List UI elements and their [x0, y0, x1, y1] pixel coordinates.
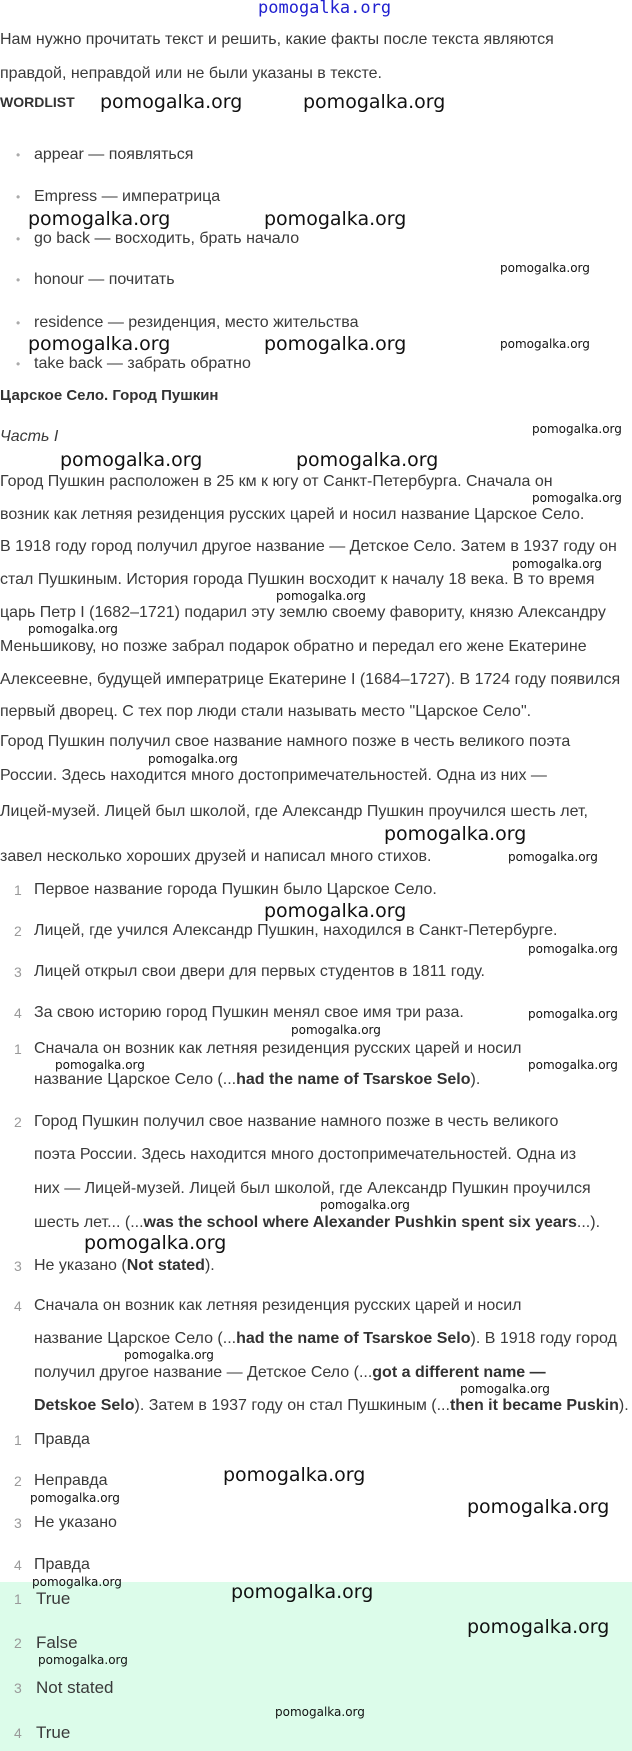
text-line: Город Пушкин расположен в 25 км к югу от Санкт-Петербурга. Сначала он — [0, 473, 553, 490]
text-segment: поэта России. Здесь находится много достопримечательностей. Одна из — [34, 1146, 577, 1163]
watermark: pomogalka.org — [528, 1058, 618, 1072]
text-segment: ). — [618, 1397, 629, 1414]
item-number: 4 — [14, 1005, 22, 1021]
item-number: 1 — [14, 1432, 22, 1448]
text-line: Алексеевне, будущей императрице Екатерине I (1684–1727). В 1724 году появился — [0, 671, 621, 688]
text-line: России. Здесь находится много достопримечательностей. Одна из них — — [0, 767, 547, 784]
text-segment: Город Пушкин получил свое название намного позже в честь великого — [34, 1113, 559, 1130]
text-segment: Не указано ( — [34, 1257, 127, 1274]
watermark: pomogalka.org — [467, 1496, 610, 1518]
bullet-icon: • — [16, 190, 21, 204]
text-line: Лицей-музей. Лицей был школой, где Александр Пушкин проучился шесть лет, — [0, 803, 588, 820]
watermark: pomogalka.org — [508, 850, 598, 864]
english-quote: had the name of Tsarskoe Selo — [236, 1330, 471, 1347]
watermark: pomogalka.org — [467, 1616, 610, 1638]
section-title: Царское Село. Город Пушкин — [0, 387, 219, 404]
statement: Лицей, где учился Александр Пушкин, находился в Санкт-Петербурге. — [34, 922, 558, 939]
explanation-line — [34, 1297, 522, 1315]
watermark: pomogalka.org — [32, 1575, 122, 1589]
bullet-icon: • — [16, 357, 21, 371]
answer-en: True — [36, 1589, 71, 1608]
watermark: pomogalka.org — [28, 622, 118, 636]
watermark: pomogalka.org — [384, 823, 527, 845]
item-number: 3 — [14, 1258, 22, 1274]
answer-en: Not stated — [36, 1678, 114, 1697]
watermark: pomogalka.org — [84, 1232, 227, 1254]
answer-en: False — [36, 1633, 78, 1652]
item-number: 3 — [14, 1515, 22, 1531]
watermark: pomogalka.org — [30, 1491, 120, 1505]
intro-line: правдой, неправдой или не были указаны в тексте. — [0, 65, 382, 82]
statement: Лицей открыл свои двери для первых студентов в 1811 году. — [34, 963, 485, 980]
watermark: pomogalka.org — [258, 0, 392, 18]
english-quote: then it became Puskin — [449, 1397, 619, 1414]
text-segment: название Царское Село (... — [34, 1071, 237, 1088]
english-quote: got a different name — — [372, 1364, 546, 1381]
english-quote: was the school where Alexander Pushkin spent six years — [143, 1214, 577, 1231]
text-segment: ). Затем в 1937 году он стал Пушкиным (... — [134, 1397, 450, 1414]
item-number: 3 — [14, 964, 22, 980]
explanation-line — [34, 1397, 629, 1415]
text-segment: Сначала он возник как летняя резиденция русских царей и носил — [34, 1297, 522, 1314]
explanation-line — [34, 1180, 591, 1198]
watermark: pomogalka.org — [528, 1007, 618, 1021]
answer-en: True — [36, 1723, 71, 1742]
watermark: pomogalka.org — [100, 91, 243, 113]
text-line: стал Пушкиным. История города Пушкин восходит к началу 18 века. В то время — [0, 571, 595, 588]
text-segment: ). — [470, 1071, 481, 1088]
watermark: pomogalka.org — [500, 261, 590, 275]
item-number: 1 — [14, 1041, 22, 1057]
watermark: pomogalka.org — [55, 1058, 145, 1072]
watermark: pomogalka.org — [231, 1581, 374, 1603]
explanation-line — [34, 1214, 600, 1232]
text-segment: получил другое название — Детское Село (... — [34, 1364, 373, 1381]
watermark: pomogalka.org — [264, 900, 407, 922]
item-number: 4 — [14, 1298, 22, 1314]
watermark: pomogalka.org — [296, 449, 439, 471]
item-number: 3 — [14, 1680, 22, 1696]
watermark: pomogalka.org — [528, 942, 618, 956]
watermark: pomogalka.org — [28, 208, 171, 230]
text-segment: ...). — [576, 1214, 601, 1231]
watermark: pomogalka.org — [276, 589, 366, 603]
wordlist-item: Empress — императрица — [34, 188, 221, 205]
bullet-icon: • — [16, 148, 21, 162]
item-number: 1 — [14, 1591, 22, 1607]
text-line: завел несколько хороших друзей и написал много стихов. — [0, 848, 432, 865]
answer-ru: Правда — [34, 1431, 90, 1448]
text-segment: шесть лет... (... — [34, 1214, 144, 1231]
bullet-icon: • — [16, 232, 21, 246]
text-line: первый дворец. С тех пор люди стали называть место "Царское Село". — [0, 703, 532, 720]
wordlist-item: take back — забрать обратно — [34, 355, 251, 372]
wordlist-item: honour — почитать — [34, 271, 175, 288]
wordlist-title: WORDLIST — [0, 94, 75, 110]
text-line: Город Пушкин получил свое название намного позже в честь великого поэта — [0, 733, 571, 750]
watermark: pomogalka.org — [320, 1198, 410, 1212]
text-segment: них — Лицей-музей. Лицей был школой, где Александр Пушкин проучился — [34, 1180, 591, 1197]
text-segment: Сначала он возник как летняя резиденция русских царей и носил — [34, 1040, 522, 1057]
explanation-line — [34, 1330, 617, 1348]
watermark: pomogalka.org — [38, 1653, 128, 1667]
watermark: pomogalka.org — [460, 1382, 550, 1396]
text-line: В 1918 году город получил другое название — Детское Село. Затем в 1937 году он — [0, 538, 617, 555]
watermark: pomogalka.org — [264, 333, 407, 355]
answer-ru: Не указано — [34, 1514, 117, 1531]
item-number: 2 — [14, 1473, 22, 1489]
watermark: pomogalka.org — [264, 208, 407, 230]
watermark: pomogalka.org — [28, 333, 171, 355]
text-segment: ). — [204, 1257, 215, 1274]
watermark: pomogalka.org — [532, 491, 622, 505]
item-number: 2 — [14, 1635, 22, 1651]
english-quote: had the name of Tsarskoe Selo — [236, 1071, 471, 1088]
explanation-line — [34, 1071, 480, 1089]
wordlist-item: appear — появляться — [34, 146, 194, 163]
statement: За свою историю город Пушкин менял свое имя три раза. — [34, 1004, 464, 1021]
explanation-line — [34, 1146, 576, 1164]
part-label: Часть I — [0, 428, 59, 445]
watermark: pomogalka.org — [124, 1348, 214, 1362]
explanation-line — [34, 1040, 522, 1058]
watermark: pomogalka.org — [148, 752, 238, 766]
item-number: 4 — [14, 1725, 22, 1741]
watermark: pomogalka.org — [60, 449, 203, 471]
explanation-line — [34, 1113, 558, 1131]
item-number: 2 — [14, 1114, 22, 1130]
text-line: возник как летняя резиденция русских царей и носил название Царское Село. — [0, 506, 585, 523]
item-number: 1 — [14, 882, 22, 898]
watermark: pomogalka.org — [532, 422, 622, 436]
watermark: pomogalka.org — [275, 1705, 365, 1719]
watermark: pomogalka.org — [223, 1464, 366, 1486]
watermark: pomogalka.org — [500, 337, 590, 351]
text-segment: ). В 1918 году город — [470, 1330, 617, 1347]
explanation-line — [34, 1257, 215, 1275]
item-number: 4 — [14, 1557, 22, 1573]
text-line: Меньшикову, но позже забрал подарок обратно и передал его жене Екатерине — [0, 638, 587, 655]
explanation-line — [34, 1364, 546, 1382]
answer-ru: Правда — [34, 1556, 90, 1573]
wordlist-item: go back — восходить, брать начало — [34, 230, 300, 247]
wordlist-item: residence — резиденция, место жительства — [34, 314, 359, 331]
answer-ru: Неправда — [34, 1472, 108, 1489]
intro-line: Нам нужно прочитать текст и решить, какие факты после текста являются — [0, 31, 554, 48]
bullet-icon: • — [16, 273, 21, 287]
bullet-icon: • — [16, 316, 21, 330]
item-number: 2 — [14, 923, 22, 939]
watermark: pomogalka.org — [291, 1023, 381, 1037]
watermark: pomogalka.org — [303, 91, 446, 113]
statement: Первое название города Пушкин было Царское Село. — [34, 881, 437, 898]
english-quote: Detskoe Selo — [34, 1397, 135, 1414]
watermark: pomogalka.org — [512, 557, 602, 571]
text-segment: название Царское Село (... — [34, 1330, 237, 1347]
text-line: царь Петр I (1682–1721) подарил эту землю своему фавориту, князю Александру — [0, 604, 606, 621]
english-quote: Not stated — [126, 1257, 205, 1274]
